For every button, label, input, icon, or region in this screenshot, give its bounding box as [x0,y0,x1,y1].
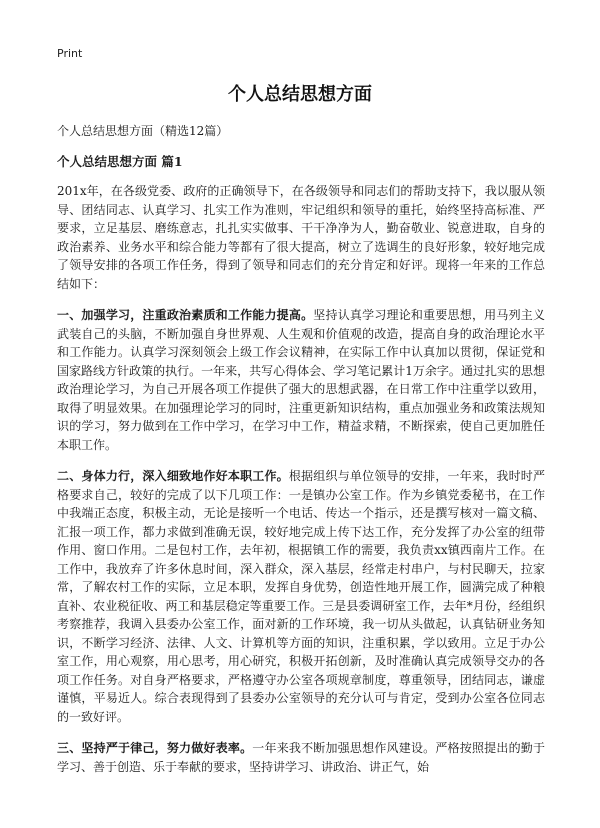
paragraph-intro [57,182,545,293]
paragraph-text: 201x年，在各级党委、政府的正确领导下，在各级领导和同志们的帮助支持下，我以服从领导、团结同志、认真学习、扎实工作为准则，牢记组织和领导的重托，始终坚持高标准、严要求，立足基层、磨练意志，扎扎实实做事、干干净净为人，勤奋敬业、锐意进取，自身的政治素养、业务水平和综合能力等都有了很大提高，树立了选调生的良好形象，较好地完成了领导安排的各项工作任务，得到了领导和同志们的充分肯定和好评。现将一年来的工作总结如下： [57,184,545,291]
print-link[interactable]: Print [57,47,83,60]
page-title: 个人总结思想方面 [228,84,372,105]
paragraph-text: 一年来我不断加强思想作风建设。严格按照提出的勤于学习、善于创造、乐于奉献的要求，坚持讲学习、讲政治、讲正气，始 [57,741,545,774]
paragraph-lead: 三、坚持严于律己，努力做好表率。 [57,741,253,755]
section-heading: 个人总结思想方面 篇1 [57,154,183,169]
paragraph-text: 根据组织与单位领导的安排，一年来，我时时严格要求自己，较好的完成了以下几项工作：一是镇办公室工作。作为乡镇党委秘书，在工作中我端正态度，积极主动，无论是接听一个电话、传达一个指示，还是撰写核对一篇文稿、汇报一项工作，都力求做到准确无误，较好地完成上传下达工作，充分发挥了办公室的纽带作用、窗口作用。二是包村工作，去年初，根据镇工作的需要，我负责xx镇西南片工作。在工作中，我放弃了许多休息时间，深入群众，深入基层，经常走村串户，与村民聊天，拉家常，了解农村工作的实际，立足本职，发挥自身优势，创造性地开展工作，圆满完成了种粮直补、农业税征收、两工和基层稳定等重要工作。三是县委调研室工作，去年*月份，经组织考察推荐，我调入县委办公室工作，面对新的工作环境，我一切从头做起，认真钻研业务知识，不断学习经济、法律、人文、计算机等方面的知识，注重积累，学以致用。立足于办公室工作，用心观察，用心思考，用心研究，积极开拓创新，及时准确认真完成领导交办的各项工作任务。对自身严格要求，严格遵守办公室各项规章制度，尊重领导，团结同志，谦虚谨慎，平易近人。综合表现得到了县委办公室领导的充分认可与肯定，受到办公室各位同志的一致好评。 [57,469,545,724]
paragraph-2 [57,467,545,726]
paragraph-lead: 二、身体力行，深入细致地作好本职工作。 [57,469,289,483]
paragraph-text: 坚持认真学习理论和重要思想，用马列主义武装自己的头脑，不断加强自身世界观、人生观和价值观的改造，提高自身的政治理论水平和工作能力。认真学习深刻领会上级工作会议精神，在实际工作中认真加以贯彻，保证党和国家路线方针政策的执行。一年来，共写心得体会、学习笔记累计1万余字。通过扎实的思想政治理论学习，为自己开展各项工作提供了强大的思想武器，在日常工作中注重学以致用，取得了明显效果。在加强理论学习的同时，注重更新知识结构，重点加强业务和政策法规知识的学习，努力做到在工作中学习，在学习中工作，精益求精，不断探索，使自己更加胜任本职工作。 [57,308,545,452]
paragraph-1 [57,306,545,454]
document-body [57,182,545,789]
paragraph-lead: 一、加强学习，注重政治素质和工作能力提高。 [57,308,314,322]
document-subtitle: 个人总结思想方面（精选12篇） [57,124,229,138]
paragraph-3 [57,739,545,776]
